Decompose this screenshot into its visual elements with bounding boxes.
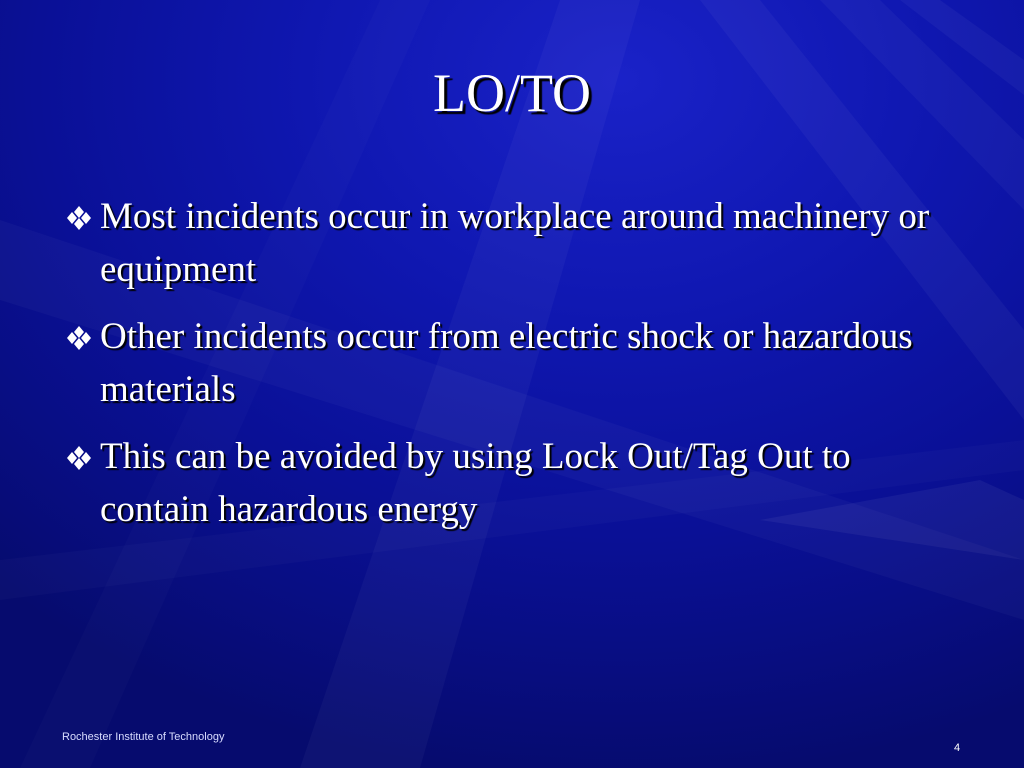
page-number: 4 (954, 742, 961, 754)
footer-text: Rochester Institute of Technology (62, 731, 225, 743)
bullet-text: This can be avoided by using Lock Out/Tag Out to contain hazardous energy (100, 436, 851, 530)
slide-title: LO/TO (433, 63, 591, 123)
bullet-list (64, 190, 954, 550)
bullet-item (64, 310, 954, 416)
four-diamond-icon (64, 204, 94, 232)
bullet-text: Other incidents occur from electric shock or hazardous materials (100, 316, 913, 410)
bullet-item (64, 190, 954, 296)
bullet-item (64, 430, 954, 536)
four-diamond-icon (64, 324, 94, 352)
bullet-text: Most incidents occur in workplace around machinery or equipment (100, 196, 930, 290)
four-diamond-icon (64, 444, 94, 472)
